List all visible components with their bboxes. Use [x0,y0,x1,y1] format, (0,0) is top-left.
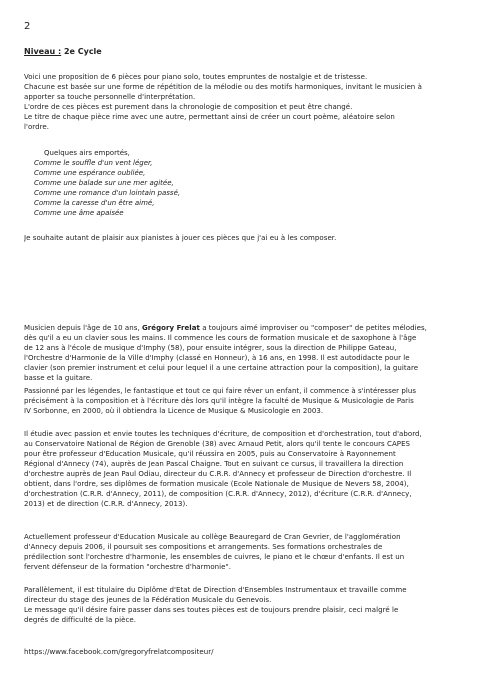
bio-paragraph-4 [24,532,464,572]
bio-line: prédilection sont l'orchestre d'harmonie, les ensembles de cuivres, le piano et le chœur d'enfants. Il est un [24,553,405,561]
bio-line: d'orchestration (C.R.R. d'Annecy, 2011), de composition (C.R.R. d'Annecy, 2012), d'écriture (C.R.R. d'Annecy, [24,490,412,498]
bio-line: degrés de difficulté de la pièce. [24,616,136,624]
intro-paragraph [24,72,464,132]
bio-line: clavier (son premier instrument et celui pour lequel il a une certaine attraction pour la composition), la guitare [24,364,419,372]
bio-line: d'orchestre auprès de Jean Paul Odiau, directeur du C.R.R. d'Annecy et professeur de Direction d'orchestre. Il [24,470,412,478]
intro-line: Chacune est basée sur une forme de répétition de la mélodie ou des motifs harmoniques, invitant le musicien à [24,83,422,91]
bio-line: basse et la guitare. [24,374,93,382]
bio-line: fervent défenseur de la formation "orchestre d'harmonie". [24,563,232,571]
bio-line: au Conservatoire National de Région de Grenoble (38) avec Arnaud Petit, alors qu'il tente le concours CAPES [24,440,411,448]
intro-line: Le titre de chaque pièce rime avec une autre, permettant ainsi de créer un court poème, aléatoire selon [24,113,395,121]
bio-paragraph-1 [24,323,464,383]
intro-line: l'ordre. [24,123,50,131]
poem-line: Comme le souffle d'un vent léger, [34,159,153,167]
bio-paragraph-3 [24,429,464,509]
bio-paragraph-2 [24,386,464,416]
poem-line: Comme une âme apaisée [34,209,124,217]
poem-line: Comme une romance d'un lointain passé, [34,189,181,197]
page-number: 2 [24,21,31,32]
intro-line: Voici une proposition de 6 pièces pour piano solo, toutes empruntes de nostalgie et de tristesse. [24,73,368,81]
closing-sentence: Je souhaite autant de plaisir aux pianistes à jouer ces pièces que j'ai eu à les composer. [24,234,337,242]
bio-line: dès qu'il a eu un clavier sous les mains. Il commence les cours de formation musicale et de saxophone à l'âge [24,334,417,342]
bio-line: Le message qu'il désire faire passer dans ses toutes pièces est de toujours prendre plaisir, ceci malgré le [24,606,399,614]
level-label: Niveau : [24,47,62,56]
poem-heading: Quelques airs emportés, [44,149,130,157]
level-value: 2e Cycle [63,47,102,56]
bio-line: IV Sorbonne, en 2000, où il obtiendra la Licence de Musique & Musicologie en 2003. [24,407,324,415]
bio-line: pour être professeur d'Education Musicale, qu'il réussira en 2005, puis au Conservatoire à Rayonnement [24,450,396,458]
bio-line: directeur du stage des jeunes de la Fédération Musicale du Genevois. [24,596,272,604]
composer-name: Grégory Frelat [142,324,200,332]
bio-line: Actuellement professeur d'Education Musicale au collège Beauregard de Cran Gevrier, de l'agglomération [24,533,401,541]
bio-line: Il étudie avec passion et envie toutes les techniques d'écriture, de composition et d'orchestration, tout d'abord, [24,430,422,438]
bio-line: 2013) et de direction (C.R.R. d'Annecy, 2013). [24,500,188,508]
level-heading [24,47,102,56]
bio-line: Parallèlement, il est titulaire du Diplôme d'Etat de Direction d'Ensembles Instrumentaux et travaille comme [24,586,407,594]
bio-line: Passionné par les légendes, le fantastique et tout ce qui faire rêver un enfant, il commence à s'intéresser plus [24,387,417,395]
poem-line: Comme une espérance oubliée, [34,169,146,177]
intro-line: apporter sa touche personnelle d'interprétation. [24,93,196,101]
bio-line: obtient, dans l'ordre, ses diplômes de formation musicale (Ecole Nationale de Musique de Nevers 58, 2004), [24,480,409,488]
poem [34,148,180,218]
bio-line: d'Annecy depuis 2006, il poursuit ses compositions et arrangements. Ses formations orchestrales de [24,543,383,551]
bio-line: Musicien depuis l'âge de 10 ans, Grégory Frelat a toujours aimé improviser ou "composer" de petites mélodies, [24,324,427,332]
bio-line: de 12 ans à l'école de musique d'Imphy (58), pour ensuite intégrer, sous la direction de Philippe Gateau, [24,344,397,352]
facebook-link[interactable]: https://www.facebook.com/gregoryfrelatcompositeur/ [24,648,214,656]
bio-paragraph-5 [24,585,464,625]
poem-line: Comme une balade sur une mer agitée, [34,179,174,187]
intro-line: L'ordre de ces pièces est purement dans la chronologie de composition et peut être changé. [24,103,353,111]
poem-line: Comme la caresse d'un être aimé, [34,199,155,207]
bio-line: Régional d'Annecy (74), auprès de Jean Pascal Chaigne. Tout en suivant ce cursus, il travaillera la direction [24,460,404,468]
bio-line: précisément à la composition et à l'écriture dès lors qu'il intègre la faculté de Musique & Musicologie de Paris [24,397,414,405]
bio-line: l'Orchestre d'Harmonie de la Ville d'Imphy (classé en Honneur), à 16 ans, en 1998. Il est autodidacte pour le [24,354,410,362]
